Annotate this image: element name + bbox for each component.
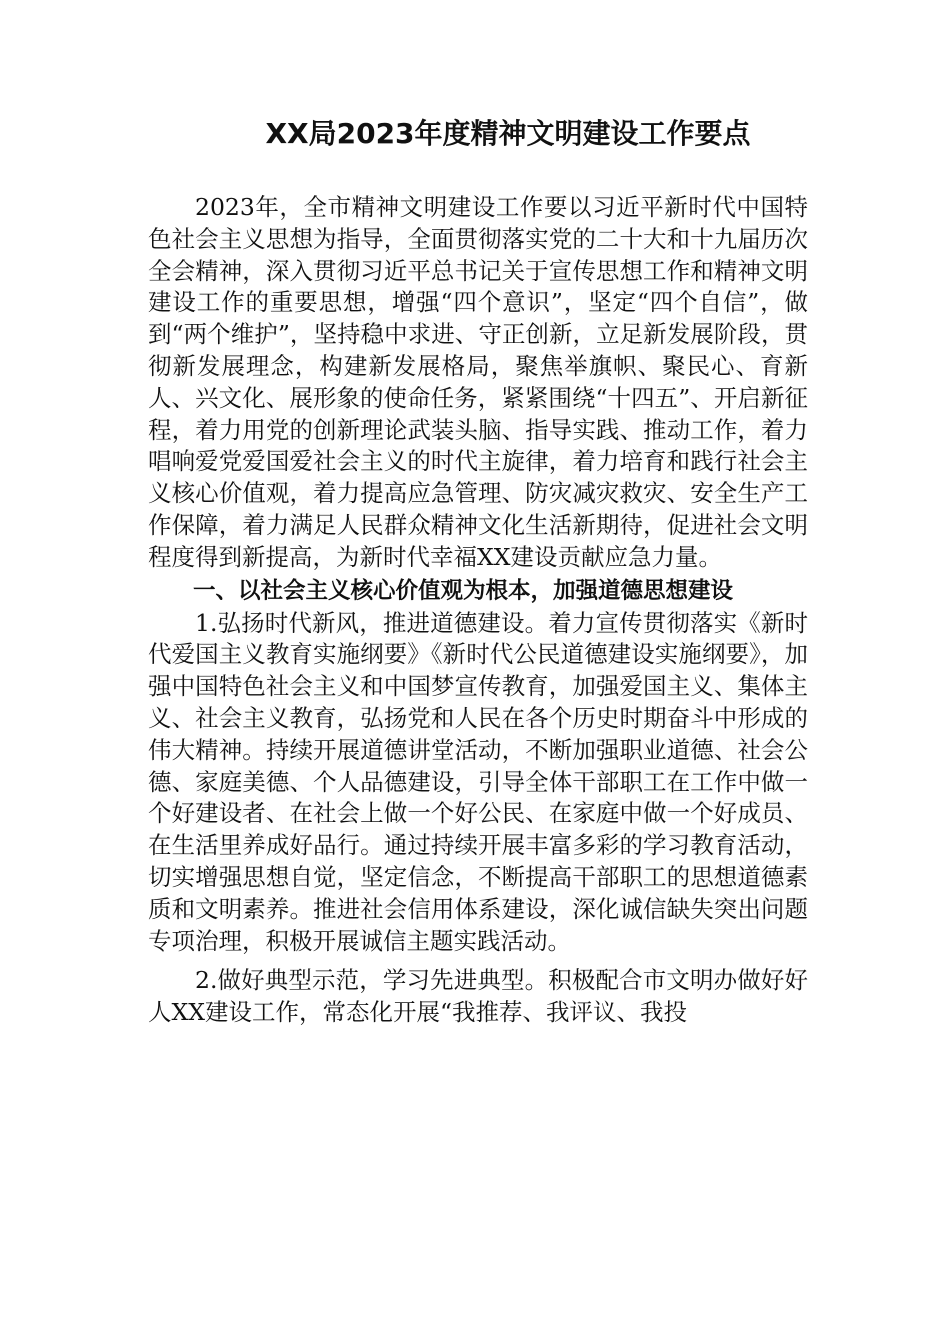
intro-paragraph: 2023年，全市精神文明建设工作要以习近平新时代中国特色社会主义思想为指导，全面贯彻落实党的二十大和十九届历次全会精神，深入贯彻习近平总书记关于宣传思想工作和精神文明建设工作的重要思想，增强“四个意识”，坚定“四个自信”，做到“两个维护”，坚持稳中求进、守正创新，立足新发展阶段，贯彻新发展理念，构建新发展格局，聚焦举旗帜、聚民心、育新人、兴文化、展形象的使命任务，紧紧围绕“十四五”、开启新征程，着力用党的创新理论武装头脑、指导实践、推动工作，着力唱响爱党爱国爱社会主义的时代主旋律，着力培育和践行社会主义核心价值观，着力提高应急管理、防灾减灾救灾、安全生产工作保障，着力满足人民群众精神文化生活新期待，促进社会文明程度得到新提高，为新时代幸福XX建设贡献应急力量。 <box>148 193 808 571</box>
document-body <box>148 192 808 1029</box>
section-1-item-1: 1.弘扬时代新风，推进道德建设。着力宣传贯彻落实《新时代爱国主义教育实施纲要》《新时代公民道德建设实施纲要》，加强中国特色社会主义和中国梦宣传教育，加强爱国主义、集体主义、社会主义教育，弘扬党和人民在各个历史时期奋斗中形成的伟大精神。持续开展道德讲堂活动，不断加强职业道德、社会公德、家庭美德、个人品德建设，引导全体干部职工在工作中做一个好建设者、在社会上做一个好公民、在家庭中做一个好成员、在生活里养成好品行。通过持续开展丰富多彩的学习教育活动，切实增强思想自觉，坚定信念，不断提高干部职工的思想道德素质和文明素养。推进社会信用体系建设，深化诚信缺失突出问题专项治理，积极开展诚信主题实践活动。 <box>148 608 808 955</box>
section-1-item-2: 2.做好典型示范，学习先进典型。积极配合市文明办做好好人XX建设工作，常态化开展“我推荐、我评议、我投 <box>148 966 808 1027</box>
section-heading-1: 一、以社会主义核心价值观为根本，加强道德思想建设 <box>193 577 734 604</box>
document-title: XX局2023年度精神文明建设工作要点 <box>265 117 751 150</box>
